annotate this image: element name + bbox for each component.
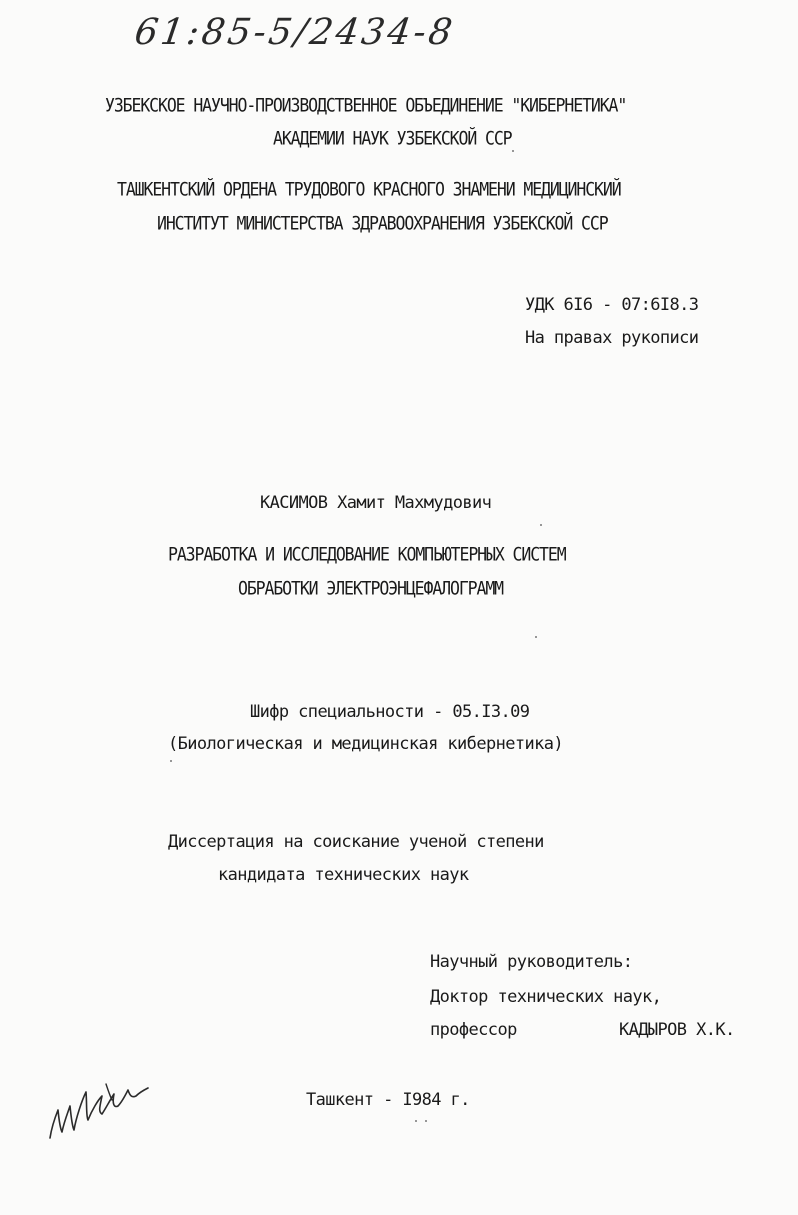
organization-line-1: УЗБЕКСКОЕ НАУЧНО-ПРОИЗВОДСТВЕННОЕ ОБЪЕДИНЕНИЕ "КИБЕРНЕТИКА" <box>105 94 627 116</box>
supervisor-name: КАДЫРОВ Х.К. <box>619 1020 735 1040</box>
specialty-code: Шифр специальности - 05.I3.09 <box>250 702 530 722</box>
dissertation-title-line-1: РАЗРАБОТКА И ИССЛЕДОВАНИЕ КОМПЬЮТЕРНЫХ СИСТЕМ <box>168 543 566 565</box>
degree-line-2: кандидата технических наук <box>218 865 469 885</box>
city-year: Ташкент - I984 г. <box>306 1090 470 1110</box>
supervisor-label: Научный руководитель: <box>430 952 633 972</box>
scan-speck <box>535 636 537 638</box>
scan-speck <box>415 1120 417 1122</box>
supervisor-rank: профессор <box>430 1020 517 1040</box>
scan-speck <box>512 150 514 152</box>
archive-number: 61:85-5/2434-8 <box>132 12 458 53</box>
degree-line-1: Диссертация на соискание ученой степени <box>168 832 544 852</box>
scan-speck <box>425 1120 427 1122</box>
handwritten-signature <box>42 1070 162 1150</box>
author-name: КАСИМОВ Хамит Махмудович <box>260 493 492 513</box>
institute-line-1: ТАШКЕНТСКИЙ ОРДЕНА ТРУДОВОГО КРАСНОГО ЗНАМЕНИ МЕДИЦИНСКИЙ <box>117 178 621 200</box>
scan-speck <box>170 760 172 762</box>
udc-code: УДК 6I6 - 07:6I8.3 <box>525 295 699 315</box>
supervisor-title: Доктор технических наук, <box>430 987 662 1007</box>
dissertation-title-line-2: ОБРАБОТКИ ЭЛЕКТРОЭНЦЕФАЛОГРАММ <box>238 577 504 599</box>
organization-line-2: АКАДЕМИИ НАУК УЗБЕКСКОЙ ССР <box>273 127 512 149</box>
specialty-name: (Биологическая и медицинская кибернетика) <box>168 734 564 754</box>
scan-speck <box>540 524 542 526</box>
manuscript-rights: На правах рукописи <box>525 328 699 348</box>
institute-line-2: ИНСТИТУТ МИНИСТЕРСТВА ЗДРАВООХРАНЕНИЯ УЗБЕКСКОЙ ССР <box>157 212 608 234</box>
